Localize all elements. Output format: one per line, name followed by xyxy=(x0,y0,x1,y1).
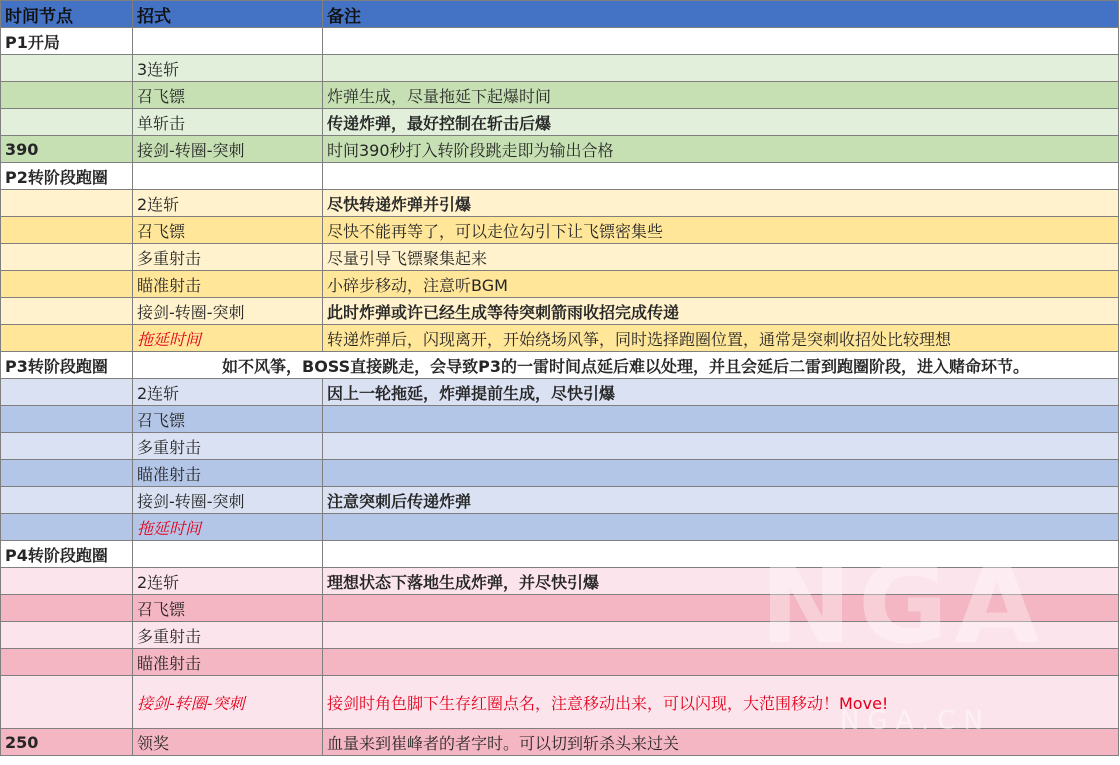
table-row xyxy=(1,676,1119,729)
cell-note[interactable]: 小碎步移动，注意听BGM xyxy=(323,271,1119,298)
cell-note[interactable] xyxy=(323,28,1119,55)
cell-time[interactable] xyxy=(1,82,133,109)
cell-time[interactable] xyxy=(1,55,133,82)
cell-skill[interactable]: 召飞镖 xyxy=(133,82,323,109)
table-row xyxy=(1,109,1119,136)
table-row xyxy=(1,729,1119,756)
cell-note[interactable]: 转递炸弹后，闪现离开，开始绕场风筝，同时选择跑圈位置，通常是突刺收招处比较理想 xyxy=(323,325,1119,352)
cell-skill[interactable] xyxy=(133,541,323,568)
cell-note[interactable] xyxy=(323,460,1119,487)
cell-note[interactable] xyxy=(323,649,1119,676)
cell-time[interactable] xyxy=(1,487,133,514)
cell-skill[interactable]: 多重射击 xyxy=(133,433,323,460)
cell-skill[interactable]: 领奖 xyxy=(133,729,323,756)
cell-skill[interactable]: 瞄准射击 xyxy=(133,271,323,298)
cell-time[interactable] xyxy=(1,298,133,325)
header-skill[interactable]: 招式 xyxy=(133,1,323,28)
table-row xyxy=(1,487,1119,514)
cell-time[interactable] xyxy=(1,244,133,271)
cell-skill[interactable]: 召飞镖 xyxy=(133,217,323,244)
cell-skill[interactable]: 瞄准射击 xyxy=(133,460,323,487)
table-row xyxy=(1,244,1119,271)
cell-skill[interactable]: 接剑-转圈-突刺 xyxy=(133,676,323,729)
nga-watermark-url: NGA.CN xyxy=(840,706,991,736)
table-row xyxy=(1,433,1119,460)
cell-note[interactable]: 时间390秒打入转阶段跳走即为输出合格 xyxy=(323,136,1119,163)
header-row xyxy=(1,1,1119,28)
table-row xyxy=(1,406,1119,433)
table-row xyxy=(1,352,1119,379)
cell-time[interactable]: P1开局 xyxy=(1,28,133,55)
cell-skill[interactable]: 接剑-转圈-突刺 xyxy=(133,487,323,514)
cell-note[interactable] xyxy=(323,163,1119,190)
cell-skill[interactable]: 接剑-转圈-突刺 xyxy=(133,136,323,163)
cell-note[interactable] xyxy=(323,433,1119,460)
table-row xyxy=(1,325,1119,352)
table-row xyxy=(1,28,1119,55)
cell-time[interactable]: 390 xyxy=(1,136,133,163)
cell-skill[interactable] xyxy=(133,163,323,190)
cell-time[interactable] xyxy=(1,649,133,676)
table-row xyxy=(1,190,1119,217)
table-row xyxy=(1,136,1119,163)
cell-time[interactable] xyxy=(1,109,133,136)
cell-note[interactable]: 尽量引导飞镖聚集起来 xyxy=(323,244,1119,271)
table-row xyxy=(1,460,1119,487)
cell-time[interactable]: P4转阶段跑圈 xyxy=(1,541,133,568)
cell-note[interactable]: 血量来到崔峰者的者字时。可以切到斩杀头来过关 xyxy=(323,729,1119,756)
cell-note[interactable]: 传递炸弹，最好控制在斩击后爆 xyxy=(323,109,1119,136)
cell-note[interactable]: 因上一轮拖延，炸弹提前生成，尽快引爆 xyxy=(323,379,1119,406)
table-row xyxy=(1,55,1119,82)
cell-note[interactable]: 尽快不能再等了，可以走位勾引下让飞镖密集些 xyxy=(323,217,1119,244)
table-row xyxy=(1,622,1119,649)
cell-note[interactable]: 炸弹生成，尽量拖延下起爆时间 xyxy=(323,82,1119,109)
cell-skill[interactable]: 拖延时间 xyxy=(133,514,323,541)
cell-note[interactable] xyxy=(323,622,1119,649)
cell-merged-note[interactable]: 如不风筝，BOSS直接跳走，会导致P3的一雷时间点延后难以处理，并且会延后二雷到跑圈阶段，进入赌命环节。 xyxy=(133,352,1119,379)
cell-note[interactable]: 尽快转递炸弹并引爆 xyxy=(323,190,1119,217)
header-time[interactable]: 时间节点 xyxy=(1,1,133,28)
cell-skill[interactable]: 2连斩 xyxy=(133,568,323,595)
cell-skill[interactable]: 拖延时间 xyxy=(133,325,323,352)
cell-note[interactable]: 接剑时角色脚下生存红圈点名，注意移动出来，可以闪现，大范围移动！Move! xyxy=(323,676,1119,729)
cell-note[interactable] xyxy=(323,406,1119,433)
cell-note[interactable] xyxy=(323,514,1119,541)
cell-time[interactable] xyxy=(1,676,133,729)
cell-skill[interactable]: 多重射击 xyxy=(133,244,323,271)
cell-time[interactable] xyxy=(1,325,133,352)
cell-time[interactable]: P2转阶段跑圈 xyxy=(1,163,133,190)
cell-time[interactable] xyxy=(1,514,133,541)
cell-time[interactable] xyxy=(1,406,133,433)
cell-skill[interactable]: 召飞镖 xyxy=(133,406,323,433)
cell-skill[interactable] xyxy=(133,28,323,55)
cell-time[interactable] xyxy=(1,379,133,406)
table-row xyxy=(1,541,1119,568)
cell-skill[interactable]: 2连斩 xyxy=(133,190,323,217)
table-row xyxy=(1,271,1119,298)
table-row xyxy=(1,217,1119,244)
cell-time[interactable] xyxy=(1,460,133,487)
table-row xyxy=(1,298,1119,325)
cell-time[interactable] xyxy=(1,433,133,460)
table-row xyxy=(1,595,1119,622)
cell-time[interactable] xyxy=(1,568,133,595)
table-row xyxy=(1,163,1119,190)
table-row xyxy=(1,379,1119,406)
nga-watermark-logo: NGA xyxy=(760,540,1046,668)
cell-skill[interactable]: 单斩击 xyxy=(133,109,323,136)
cell-time[interactable] xyxy=(1,217,133,244)
table-row xyxy=(1,568,1119,595)
cell-time[interactable] xyxy=(1,622,133,649)
cell-note[interactable] xyxy=(323,541,1119,568)
cell-time[interactable]: P3转阶段跑圈 xyxy=(1,352,133,379)
cell-time[interactable] xyxy=(1,190,133,217)
cell-time[interactable]: 250 xyxy=(1,729,133,756)
table-row xyxy=(1,514,1119,541)
cell-skill[interactable]: 2连斩 xyxy=(133,379,323,406)
cell-note[interactable] xyxy=(323,595,1119,622)
cell-note[interactable]: 理想状态下落地生成炸弹，并尽快引爆 xyxy=(323,568,1119,595)
cell-note[interactable] xyxy=(323,55,1119,82)
cell-note[interactable]: 此时炸弹或许已经生成等待突刺箭雨收招完成传递 xyxy=(323,298,1119,325)
cell-skill[interactable]: 瞄准射击 xyxy=(133,649,323,676)
cell-time[interactable] xyxy=(1,271,133,298)
cell-skill[interactable]: 3连斩 xyxy=(133,55,323,82)
table-row xyxy=(1,649,1119,676)
table-row xyxy=(1,82,1119,109)
cell-skill[interactable]: 接剑-转圈-突刺 xyxy=(133,298,323,325)
cell-note[interactable]: 注意突刺后传递炸弹 xyxy=(323,487,1119,514)
header-note[interactable]: 备注 xyxy=(323,1,1119,28)
cell-time[interactable] xyxy=(1,595,133,622)
cell-skill[interactable]: 召飞镖 xyxy=(133,595,323,622)
cell-skill[interactable]: 多重射击 xyxy=(133,622,323,649)
